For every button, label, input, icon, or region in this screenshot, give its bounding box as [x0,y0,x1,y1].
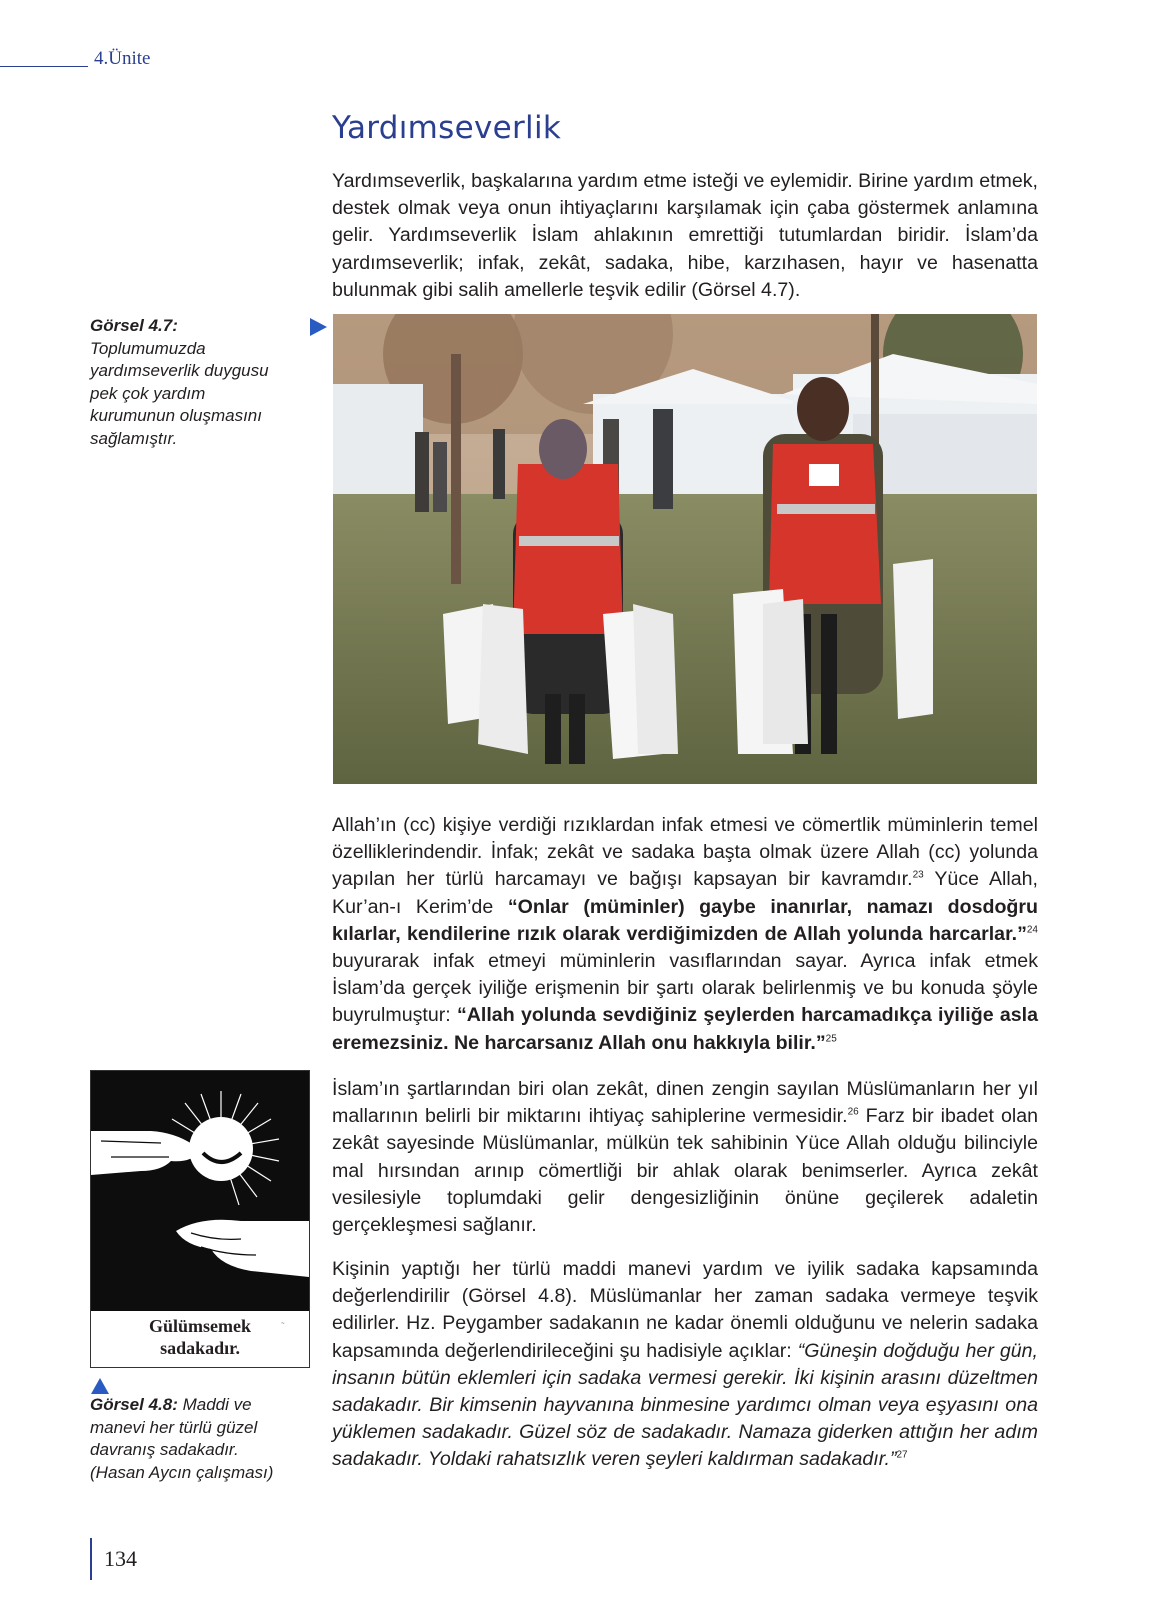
poster-line-1: Gülümsemek [148,1316,251,1336]
paragraph-zekat-part-b: Farz bir ibadet olan zekât sayesinde Müslümanlar, mülkün tek sahibinin Yüce Allah olduğu bilinciyle mal hırsından arınıp cömertliği bir ahlak olarak benimserler. Ayrıca zekât vesilesiyle toplumdaki gelir dengesizliğinin önüne geçilerek adaletin gerçekleşmesi sağlanır. [332,1105,1038,1237]
paragraph-sadaka [332,1256,1038,1474]
figure-4-8-poster [90,1070,310,1368]
figure-4-8-caption [90,1394,295,1484]
poster-line-2: sadakadır. [160,1338,240,1358]
footnote-ref-27: 27 [896,1449,908,1461]
figure-4-7-text: Toplumumuzda yardımseverlik duygusu pek çok yardım kurumunun oluşmasını sağlamıştır. [90,338,269,448]
paragraph-infak-part-c: buyurarak infak etmeyi müminlerin vasıflarından sayar. Ayrıca infak etmek İslam’da gerçek iyiliğe erişmenin bir şartı olarak belirlenmiş ve bu konuda şöyle buyrulmuştur: [332,950,1038,1027]
footnote-ref-23: 23 [912,869,924,881]
arrow-up-icon [91,1378,109,1394]
quran-quote-2: “Allah yolunda sevdiğiniz şeylerden harcamadıkça iyiliğe asla eremezsiniz. Ne harcarsanız Allah onu hakkıyla bilir.” [332,1004,1038,1054]
figure-4-8-label: Görsel 4.8: [90,1395,178,1414]
figure-4-7-caption [90,315,290,450]
footer-rule [90,1538,92,1580]
hands-sun-illustration [91,1071,309,1311]
paragraph-intro: Yardımseverlik, başkalarına yardım etme isteği ve eylemidir. Birine yardım etmek, destek olmak veya onun ihtiyaçlarını karşılamak için çaba göstermek anlamına gelir. Yardımseverlik İslam ahlakının emrettiği tutumlardan biridir. İslam’da yardımseverlik; infak, zekât, sadaka, hibe, karzıhasen, hayır ve hasenatta bulunmak gibi salih amellerle teşvik edilir (Görsel 4.7). [332,170,1038,301]
paragraph-zekat [332,1076,1038,1239]
section-title: Yardımseverlik [332,110,562,146]
paragraph-sadaka-part-a: Kişinin yaptığı her türlü maddi manevi yardım ve iyilik sadaka kapsamında değerlendirilir (Görsel 4.8). Müslümanlar her zaman sadaka vermeye teşvik edilirler. Hz. Peygamber sadakanın ne kadar önemli olduğunu ve nelerin sadaka kapsamında değerlendirileceğini şu hadisiyle açıklar: [332,1258,1038,1362]
paragraph-infak-part-a: Allah’ın (cc) kişiye verdiği rızıklardan infak etmesi ve cömertlik müminlerin temel özelliklerindendir. İnfak; zekât ve sadaka başta olmak üzere Allah (cc) yolunda yapılan her türlü harcamayı ve bağışı kapsayan bir kavramdır. [332,814,1038,891]
footnote-ref-26: 26 [847,1106,859,1118]
hadith-quote: “Güneşin doğduğu her gün, insanın bütün eklemleri için sadaka vermesi gerekir. İki kişinin arasını düzeltmen sadakadır. Bir kimsenin hayvanına binmesine yardımcı olman veya eşyasını ona yüklemen sadakadır. Güzel söz de sadakadır. Namaza giderken attığın her adım sadakadır. Yoldaki rahatsızlık veren şeyleri kaldırman sadakadır.” [332,1339,1038,1471]
header-rule [0,66,88,67]
footnote-ref-25: 25 [825,1033,837,1045]
figure-4-7-label: Görsel 4.7: [90,316,178,335]
page-number: 134 [104,1546,137,1571]
arrow-right-icon [310,318,327,336]
artist-signature: ~ [281,1321,285,1327]
footnote-ref-24: 24 [1026,924,1038,936]
volunteers-photo-illustration [333,314,1037,784]
quran-quote-1: “Onlar (müminler) gaybe inanırlar, namazı dosdoğru kılarlar, kendilerine rızık olarak verdiğimizden de Allah yolunda harcarlar.” [332,895,1038,945]
figure-4-8-text: Maddi ve manevi her türlü güzel davranış sadakadır. (Hasan Aycın çalışması) [90,1395,274,1482]
paragraph-zekat-part-a: İslam’ın şartlarından biri olan zekât, dinen zengin sayılan Müslümanların her yıl mallarının belirli bir miktarını ihtiyaç sahiplerine vermesidir. [332,1078,1038,1128]
figure-4-7-photo [333,314,1037,784]
paragraph-infak [332,812,1038,1057]
paragraph-infak-part-b: Yüce Allah, Kur’an-ı Kerim’de [332,868,1038,918]
poster-caption [91,1315,309,1359]
unit-label: 4.Ünite [94,48,151,69]
